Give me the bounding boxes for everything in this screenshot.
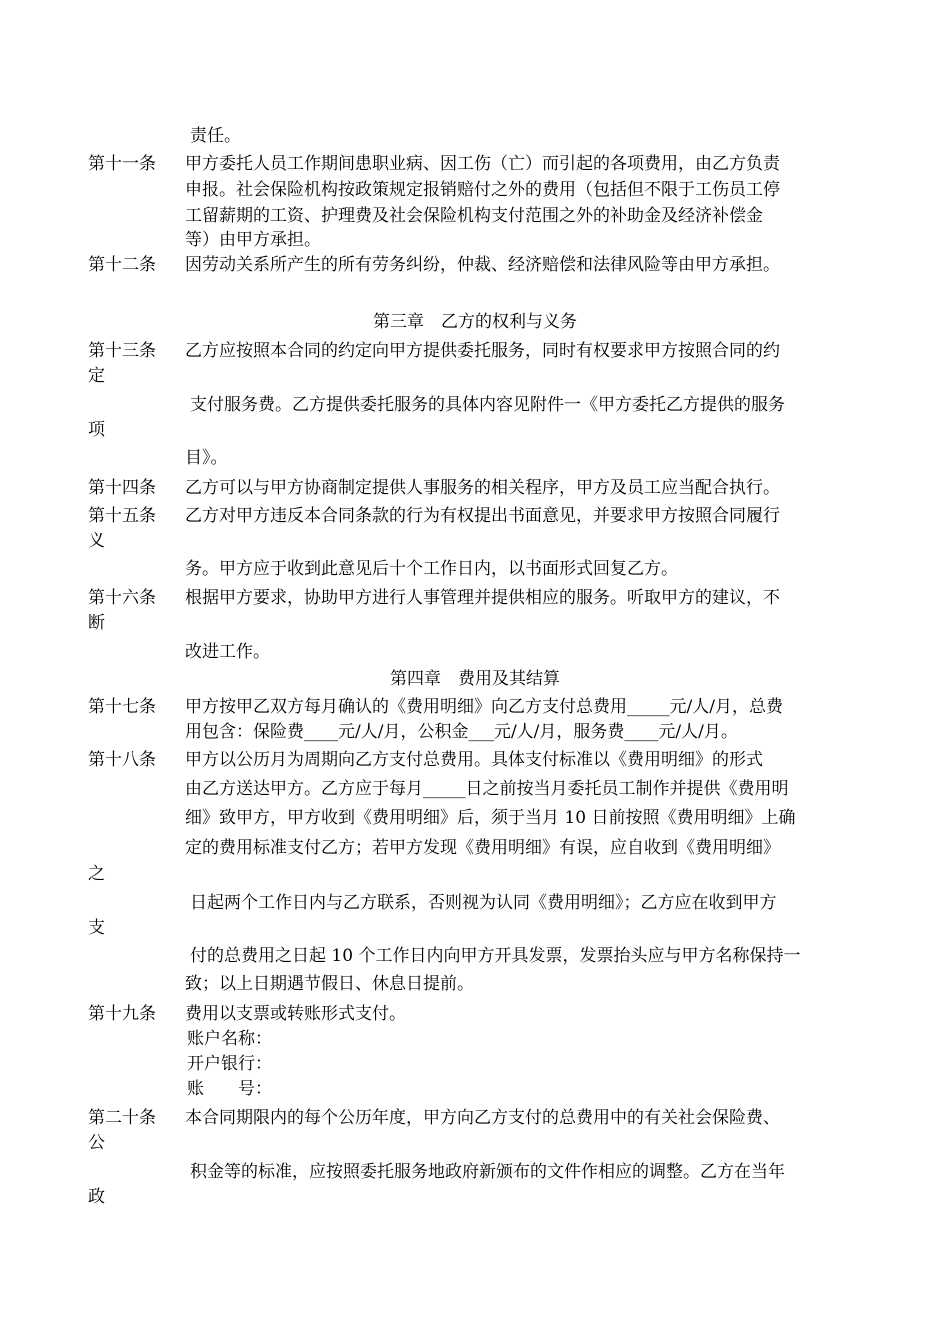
article-13-wrap-1: 定 bbox=[88, 366, 105, 386]
article-11-line-1: 甲方委托人员工作期间患职业病、因工伤（亡）而引起的各项费用，由乙方负责 bbox=[185, 154, 780, 174]
article-13-line-2: 支付服务费。乙方提供委托服务的具体内容见附件一《甲方委托乙方提供的服务 bbox=[190, 395, 785, 415]
article-17-line-2: 用包含：保险费____元/人/月，公积金___元/人/月，服务费____元/人/月。 bbox=[185, 722, 738, 742]
article-15-label: 第十五条 bbox=[88, 506, 156, 526]
article-20-line-1: 本合同期限内的每个公历年度，甲方向乙方支付的总费用中的有关社会保险费、 bbox=[185, 1108, 780, 1128]
article-13-line-3: 目》。 bbox=[185, 448, 228, 468]
article-15-wrap-1: 义 bbox=[88, 531, 105, 551]
article-17-label: 第十七条 bbox=[88, 697, 156, 717]
article-20-label: 第二十条 bbox=[88, 1108, 156, 1128]
article-15-line-2: 务。甲方应于收到此意见后十个工作日内，以书面形式回复乙方。 bbox=[185, 559, 678, 579]
article-16-label: 第十六条 bbox=[88, 588, 156, 608]
article-13-wrap-2: 项 bbox=[88, 420, 105, 440]
article-18-line-2: 由乙方送达甲方。乙方应于每月_____日之前按当月委托员工制作并提供《费用明 bbox=[185, 779, 789, 799]
article-20-wrap-2: 政 bbox=[88, 1187, 105, 1207]
article-11-line-3: 工留薪期的工资、护理费及社会保险机构支付范围之外的补助金及经济补偿金 bbox=[185, 206, 763, 226]
article-18-line-6: 付的总费用之日起 10 个工作日内向甲方开具发票，发票抬头应与甲方名称保持一 bbox=[190, 946, 801, 966]
article-14-line-1: 乙方可以与甲方协商制定提供人事服务的相关程序，甲方及员工应当配合执行。 bbox=[185, 478, 780, 498]
article-18-line-7: 致；以上日期遇节假日、休息日提前。 bbox=[185, 974, 474, 994]
article-16-line-1: 根据甲方要求，协助甲方进行人事管理并提供相应的服务。听取甲方的建议，不 bbox=[185, 588, 780, 608]
article-11-line-2: 申报。社会保险机构按政策规定报销赔付之外的费用（包括但不限于工伤员工停 bbox=[185, 180, 780, 200]
article-19-label: 第十九条 bbox=[88, 1004, 156, 1024]
article-20-wrap-1: 公 bbox=[88, 1133, 105, 1153]
article-18-line-1: 甲方以公历月为周期向乙方支付总费用。具体支付标准以《费用明细》的形式 bbox=[185, 750, 763, 770]
chapter-3-title: 第三章 乙方的权利与义务 bbox=[373, 312, 577, 332]
article-18-line-4: 定的费用标准支付乙方；若甲方发现《费用明细》有误，应自收到《费用明细》 bbox=[185, 838, 780, 858]
article-11-line-4: 等）由甲方承担。 bbox=[185, 230, 321, 250]
article-13-line-1: 乙方应按照本合同的约定向甲方提供委托服务，同时有权要求甲方按照合同的约 bbox=[185, 341, 780, 361]
article-11-label: 第十一条 bbox=[88, 154, 156, 174]
account-number-label: 账 号： bbox=[187, 1079, 272, 1099]
article-18-wrap-1: 之 bbox=[88, 864, 105, 884]
article-18-line-5: 日起两个工作日内与乙方联系，否则视为认同《费用明细》；乙方应在收到甲方 bbox=[190, 893, 777, 913]
article-12-label: 第十二条 bbox=[88, 255, 156, 275]
bank-label: 开户银行： bbox=[187, 1054, 272, 1074]
article-20-line-2: 积金等的标准，应按照委托服务地政府新颁布的文件作相应的调整。乙方在当年 bbox=[190, 1162, 785, 1182]
article-18-wrap-2: 支 bbox=[88, 918, 105, 938]
text-line: 责任。 bbox=[190, 126, 241, 146]
article-19-line-1: 费用以支票或转账形式支付。 bbox=[185, 1004, 406, 1024]
article-16-wrap-1: 断 bbox=[88, 613, 105, 633]
article-14-label: 第十四条 bbox=[88, 478, 156, 498]
article-17-line-1: 甲方按甲乙双方每月确认的《费用明细》向乙方支付总费用_____元/人/月，总费 bbox=[185, 697, 783, 717]
chapter-4-title: 第四章 费用及其结算 bbox=[390, 669, 560, 689]
article-16-line-2: 改进工作。 bbox=[185, 642, 270, 662]
article-18-line-3: 细》致甲方，甲方收到《费用明细》后，须于当月 10 日前按照《费用明细》上确 bbox=[185, 808, 796, 828]
article-13-label: 第十三条 bbox=[88, 341, 156, 361]
account-name-label: 账户名称： bbox=[187, 1029, 272, 1049]
article-15-line-1: 乙方对甲方违反本合同条款的行为有权提出书面意见，并要求甲方按照合同履行 bbox=[185, 506, 780, 526]
article-12-line-1: 因劳动关系所产生的所有劳务纠纷，仲裁、经济赔偿和法律风险等由甲方承担。 bbox=[185, 255, 780, 275]
article-18-label: 第十八条 bbox=[88, 750, 156, 770]
